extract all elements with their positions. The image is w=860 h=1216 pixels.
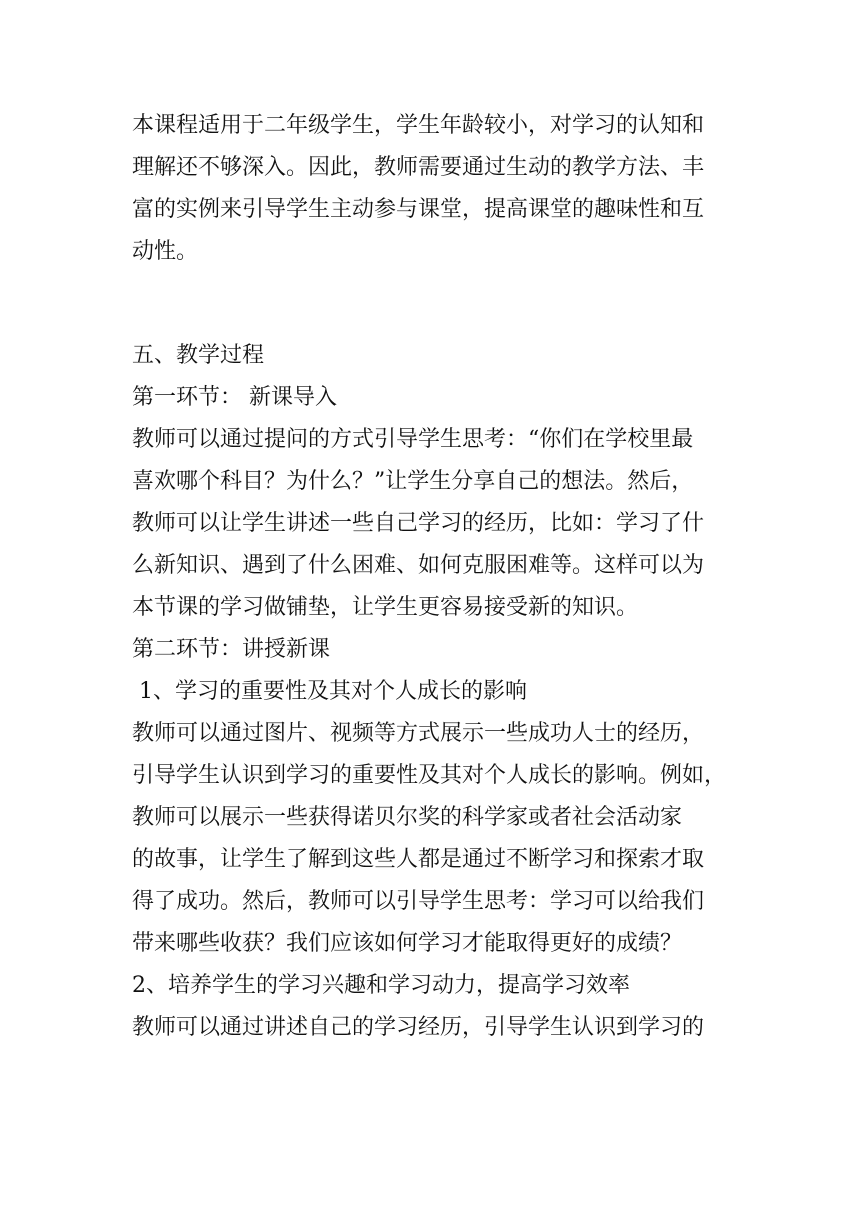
intro-paragraph-line: 富的实例来引导学生主动参与课堂，提高课堂的趣味性和互	[132, 197, 705, 222]
point1-heading: 1、学习的重要性及其对个人成长的影响	[132, 679, 527, 704]
step2-heading: 第二环节：讲授新课	[132, 637, 331, 662]
step1-heading: 第一环节： 新课导入	[132, 385, 337, 410]
point1-paragraph-line: 引导学生认识到学习的重要性及其对个人成长的影响。例如，	[132, 763, 727, 788]
point1-paragraph-line: 得了成功。然后，教师可以引导学生思考：学习可以给我们	[132, 889, 705, 914]
step1-paragraph-line: 本节课的学习做铺垫，让学生更容易接受新的知识。	[132, 595, 639, 620]
intro-paragraph-line: 本课程适用于二年级学生，学生年龄较小，对学习的认知和	[132, 113, 705, 138]
section-heading: 五、教学过程	[132, 343, 265, 368]
point2-paragraph-line: 教师可以通过讲述自己的学习经历，引导学生认识到学习的	[132, 1015, 705, 1040]
point1-paragraph-line: 的故事，让学生了解到这些人都是通过不断学习和探索才取	[132, 847, 705, 872]
point1-paragraph-line: 带来哪些收获？我们应该如何学习才能取得更好的成绩？	[132, 931, 683, 956]
point1-paragraph-line: 教师可以通过图片、视频等方式展示一些成功人士的经历，	[132, 721, 705, 746]
step1-paragraph-line: 教师可以通过提问的方式引导学生思考：“你们在学校里最	[132, 427, 694, 452]
intro-paragraph-line: 动性。	[132, 239, 199, 264]
point2-heading: 2、培养学生的学习兴趣和学习动力，提高学习效率	[132, 973, 630, 998]
step1-paragraph-line: 喜欢哪个科目？为什么？”让学生分享自己的想法。然后，	[132, 469, 694, 494]
intro-paragraph-line: 理解还不够深入。因此，教师需要通过生动的教学方法、丰	[132, 155, 705, 180]
step1-paragraph-line: 教师可以让学生讲述一些自己学习的经历，比如：学习了什	[132, 511, 705, 536]
step1-paragraph-line: 么新知识、遇到了什么困难、如何克服困难等。这样可以为	[132, 553, 705, 578]
point1-paragraph-line: 教师可以展示一些获得诺贝尔奖的科学家或者社会活动家	[132, 805, 683, 830]
